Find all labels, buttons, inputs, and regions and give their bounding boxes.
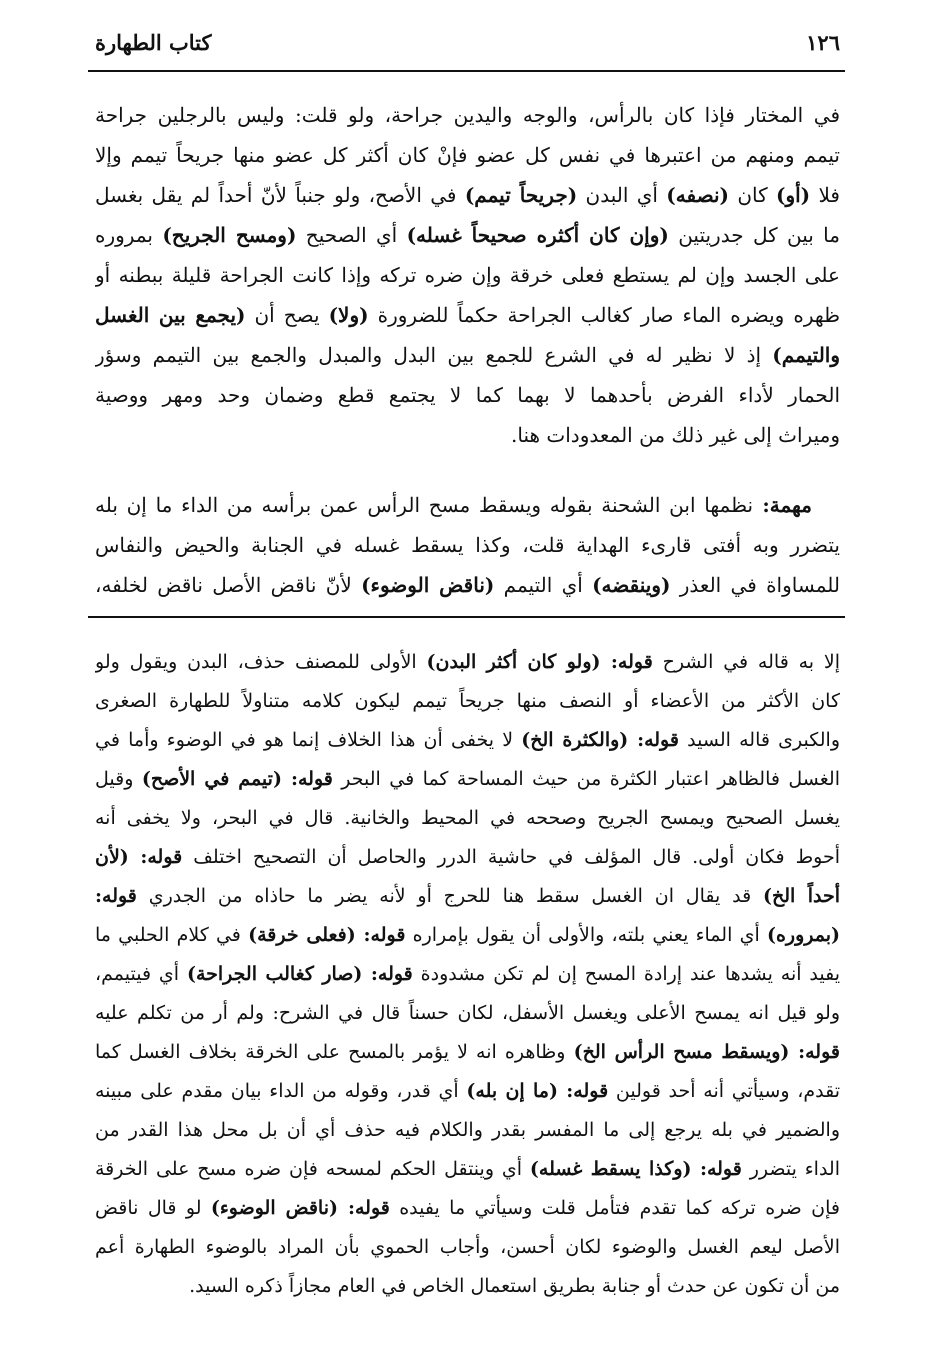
text-line [95, 1072, 840, 1111]
bold-segment: قوله: (تيمم في الأصح) [141, 768, 333, 790]
text-line [95, 95, 840, 135]
footnote-separator [88, 616, 845, 618]
text-segment: لو قال ناقض [95, 1197, 211, 1219]
text-segment: وظاهره انه لا يؤمر بالمسح على الخرقة بخلاف الغسل كما [95, 1041, 574, 1063]
text-line [95, 565, 840, 605]
text-line [95, 1189, 840, 1228]
text-segment: الحمار لأداء الفرض بأحدهما لا بهما كما لا يجتمع قطع وضمان وحد ومهر ووصية [95, 383, 840, 407]
text-segment: الأولى للمصنف حذف، البدن ويقول ولو [95, 651, 427, 673]
bold-segment: قوله: (ولو كان أكثر البدن) [426, 651, 653, 673]
note-paragraph [95, 485, 840, 605]
main-text [95, 95, 840, 455]
text-segment: من أن تكون عن حدث أو جنابة بطريق استعمال الخاص في العام مجازاً ذكره السيد. [189, 1275, 840, 1297]
text-segment: والضمير في بله يرجع إلى ما المفسر بقدر والكلام فيه حذف أي أن بل محل هذا القدر من [95, 1119, 840, 1141]
text-segment: قد يقال ان الغسل سقط هنا للحرج أو لأنه يضر ما حاذاه من الجدري [136, 885, 763, 907]
text-segment: نظمها ابن الشحنة بقوله ويسقط مسح الرأس عمن برأسه من الداء ما إن بله [95, 493, 754, 517]
bold-segment: قوله: [95, 885, 137, 907]
text-segment: أي فيتيمم، [95, 963, 187, 985]
text-line [95, 525, 840, 565]
text-line [95, 643, 840, 682]
bold-segment: مهمة: [753, 493, 812, 517]
text-segment: لأنّ ناقض الأصل ناقض لخلفه، [95, 573, 362, 597]
text-line [95, 1228, 840, 1267]
text-segment: أي التيمم [494, 573, 593, 597]
bold-segment: والتيمم) [772, 343, 840, 367]
running-title: كتاب الطهارة [95, 30, 212, 55]
header-rule [88, 70, 845, 72]
text-line [95, 1150, 840, 1189]
text-segment: في المختار فإذا كان بالرأس، والوجه واليدين جراحة، ولو قلت: وليس بالرجلين جراحة [95, 103, 840, 127]
text-segment: أي قدر، وقوله من الداء بيان مقدم على مبينه [95, 1080, 467, 1102]
bold-segment: قوله: (فعلى خرقة) [248, 924, 406, 946]
bold-segment: قوله: (صار كغالب الجراحة) [186, 963, 413, 985]
text-line [95, 295, 840, 335]
text-segment: وميراث إلى غير ذلك من المعدودات هنا. [511, 423, 840, 447]
bold-segment: (ناقض الوضوء) [361, 573, 495, 597]
text-segment: تقدم، وسيأتي أنه أحد قولين [608, 1080, 840, 1102]
text-segment: في كلام الحلبي ما [95, 924, 249, 946]
text-segment: فإن ضره تركه كما تقدم فتأمل قلت وسيأتي ما يفيده [389, 1197, 840, 1219]
text-segment: ظهره ويضره الماء صار كغالب الجراحة حكماً للضرورة [368, 303, 840, 327]
text-line [95, 415, 840, 455]
footnote-text [95, 643, 840, 1306]
text-line [95, 135, 840, 175]
text-line [95, 1267, 840, 1306]
text-line [95, 877, 840, 916]
bold-segment: (ومسح الجريح) [162, 223, 297, 247]
text-segment: الداء يتضرر [741, 1158, 840, 1180]
text-segment: إلا به قاله في الشرح [652, 651, 840, 673]
bold-segment: قوله: (والكثرة الخ) [521, 729, 679, 751]
text-segment: وقيل [95, 768, 142, 790]
bold-segment: (وإن كان أكثره صحيحاً غسله) [406, 223, 669, 247]
text-segment: في الأصح، ولو جنباً لأنّ أحداً لم يقل بغسل [95, 183, 465, 207]
text-line [95, 1111, 840, 1150]
text-segment: يتضرر وبه أفتى قارىء الهداية قلت، وكذا يسقط غسله في الجنابة والحيض والنفاس [95, 533, 840, 557]
text-segment: يفيد أنه يشدها عند إرادة المسح إن لم تكن مشدودة [412, 963, 840, 985]
text-line [95, 994, 840, 1033]
text-segment: الأصل ليعم الغسل والوضوء لكان أحسن، وأجاب الحموي بأن المراد بالوضوء الطهارة أعم [95, 1236, 840, 1258]
text-line [95, 916, 840, 955]
text-segment: يصح أن [245, 303, 329, 327]
page-number: ١٢٦ [806, 30, 840, 55]
text-segment: للمساواة في العذر [670, 573, 840, 597]
text-segment: أي الصحيح [296, 223, 407, 247]
bold-segment: قوله: (ويسقط مسح الرأس الخ) [573, 1041, 840, 1063]
text-segment: ما بين كل جدريتين [668, 223, 840, 247]
text-line [95, 215, 840, 255]
text-line [95, 1033, 840, 1072]
text-line [95, 485, 840, 525]
text-line [95, 838, 840, 877]
text-segment: على الجسد وإن لم يستطع فعلى خرقة وإن ضره تركه وإذا كانت الجراحة قليلة ببطنه أو [95, 263, 840, 287]
text-line [95, 375, 840, 415]
bold-segment: (نصفه) [666, 183, 729, 207]
text-segment: والكبرى قاله السيد [678, 729, 840, 751]
text-segment: لا يخفى أن هذا الخلاف إنما هو في الوضوء وأما في [95, 729, 522, 751]
text-segment: كان الأكثر من الأعضاء أو النصف منها جريحاً تيمم ليكون كلامه متناولاً للطهارة الصغرى [95, 690, 840, 712]
text-segment: أي الماء يعني بلته، والأولى أن يقول بإمراره [405, 924, 767, 946]
text-line [95, 335, 840, 375]
text-segment: الغسل فالظاهر اعتبار الكثرة من حيث المساحة كما في البحر [332, 768, 840, 790]
text-segment: بمروره [95, 223, 163, 247]
text-segment: أي وينتقل الحكم لمسحه فإن ضره مسح على الخرقة [95, 1158, 530, 1180]
bold-segment: (أو) [776, 183, 811, 207]
text-line [95, 760, 840, 799]
bold-segment: قوله: (وكذا يسقط غسله) [529, 1158, 742, 1180]
bold-segment: (بمروره) [766, 924, 840, 946]
text-line [95, 955, 840, 994]
text-line [95, 799, 840, 838]
text-segment: أحوط فكان أولى. قال المؤلف في حاشية الدرر والحاصل أن التصحيح اختلف [182, 846, 840, 868]
bold-segment: قوله: (ما إن بله) [466, 1080, 609, 1102]
text-segment: كان [728, 183, 776, 207]
text-segment: إذ لا نظير له في الشرع للجمع بين البدل والمبدل والجمع بين التيمم وسؤر [95, 343, 773, 367]
bold-segment: قوله: (لأن [95, 846, 183, 868]
bold-segment: (يجمع بين الغسل [95, 303, 246, 327]
text-line [95, 682, 840, 721]
text-line [95, 255, 840, 295]
bold-segment: قوله: (ناقض الوضوء) [210, 1197, 390, 1219]
bold-segment: (وينقضه) [592, 573, 671, 597]
bold-segment: (ولا) [328, 303, 369, 327]
text-line [95, 721, 840, 760]
text-segment: يغسل الصحيح ويمسح الجريح وصححه في المحيط والخانية. قال في البحر، ولا يخفى أنه [95, 807, 840, 829]
text-segment: أي البدن [577, 183, 667, 207]
bold-segment: أحداً الخ) [763, 885, 840, 907]
text-segment: تيمم ومنهم من اعتبرها في نفس كل عضو فإنْ كان أكثر كل عضو منها جريحاً تيمم وإلا [95, 143, 840, 167]
bold-segment: (جريحاً تيمم) [464, 183, 578, 207]
text-segment: فلا [810, 183, 840, 207]
text-segment: ولو قيل انه يمسح الأعلى ويغسل الأسفل، لكان حسناً قال في الشرح: ولم أر من تكلم عليه [95, 1002, 840, 1024]
text-line [95, 175, 840, 215]
